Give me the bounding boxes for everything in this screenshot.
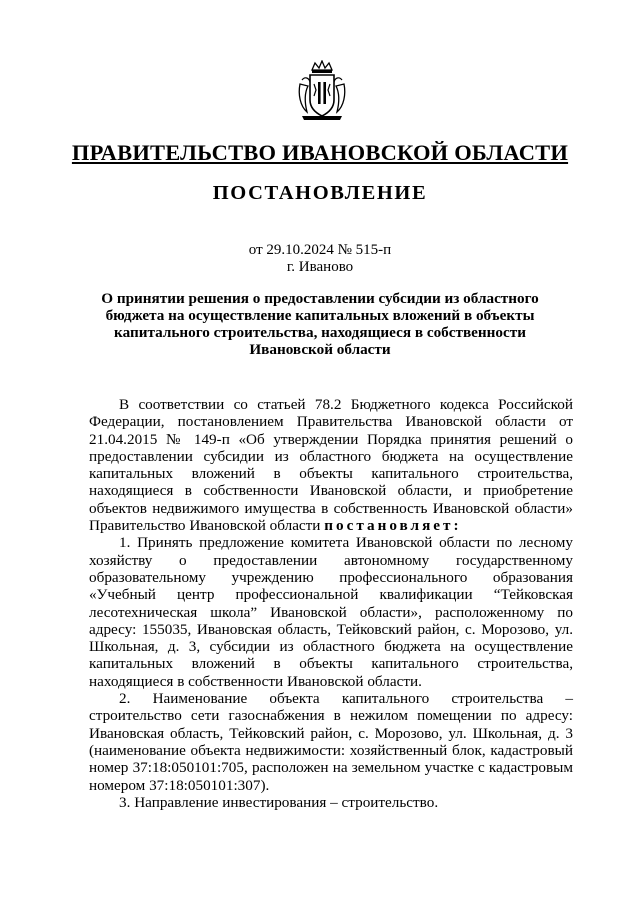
item-2-paragraph: 2. Наименование объекта капитального строительства – строительство сети газоснабжения в нежилом помещении по адресу: Ивановская область, Тейковский район, с. Морозово, ул. Школьная, д. 3 (наименование объекта недвижимости: хозяйственный блок, кадастровый номер 37:18:050101:705, расположен на земельном участке с кадастровым номером 37:18:050101:307). [89, 690, 573, 794]
preamble-paragraph [89, 396, 573, 534]
coat-of-arms-icon [296, 60, 348, 122]
organization-name: ПРАВИТЕЛЬСТВО ИВАНОВСКОЙ ОБЛАСТИ [71, 140, 569, 165]
document-city: г. Иваново [286, 259, 354, 275]
document-type: ПОСТАНОВЛЕНИЕ [212, 182, 428, 204]
document-date-number: от 29.10.2024 № 515-п [248, 242, 392, 258]
document-title: О принятии решения о предоставлении субсидии из областного бюджета на осуществление капитальных вложений в объекты капитального строительства, находящиеся в собственности Ивановской области [101, 290, 539, 358]
preamble-text: В соответствии со статьей 78.2 Бюджетного кодекса Российской Федерации, постановлением Правительства Ивановской области от 21.04.2015 № 149-п «Об утверждении Порядка принятия решений о предоставлении субсидии из областного бюджета на осуществление капитальных вложений в объекты капитального строительства, находящиеся в собственности Ивановской области, и приобретение объектов недвижимого имущества в собственность Ивановской области» Правительство Ивановской области [89, 396, 573, 535]
item-1-paragraph: 1. Принять предложение комитета Ивановской области по лесному хозяйству о предоставлении автономному государственному образовательному учреждению профессионального образования «Учебный центр профессиональной квалификации “Тейковская лесотехническая школа” Ивановской области», расположенному по адресу: 155035, Ивановская область, Тейковский район, с. Морозово, ул. Школьная, д. 3, субсидии из областного бюджета на осуществление капитальных вложений в объекты капитального строительства, находящиеся в собственности Ивановской области. [89, 534, 573, 690]
decree-word: постановляет: [324, 517, 462, 535]
document-body [89, 396, 573, 811]
item-3-paragraph: 3. Направление инвестирования – строительство. [119, 793, 439, 811]
